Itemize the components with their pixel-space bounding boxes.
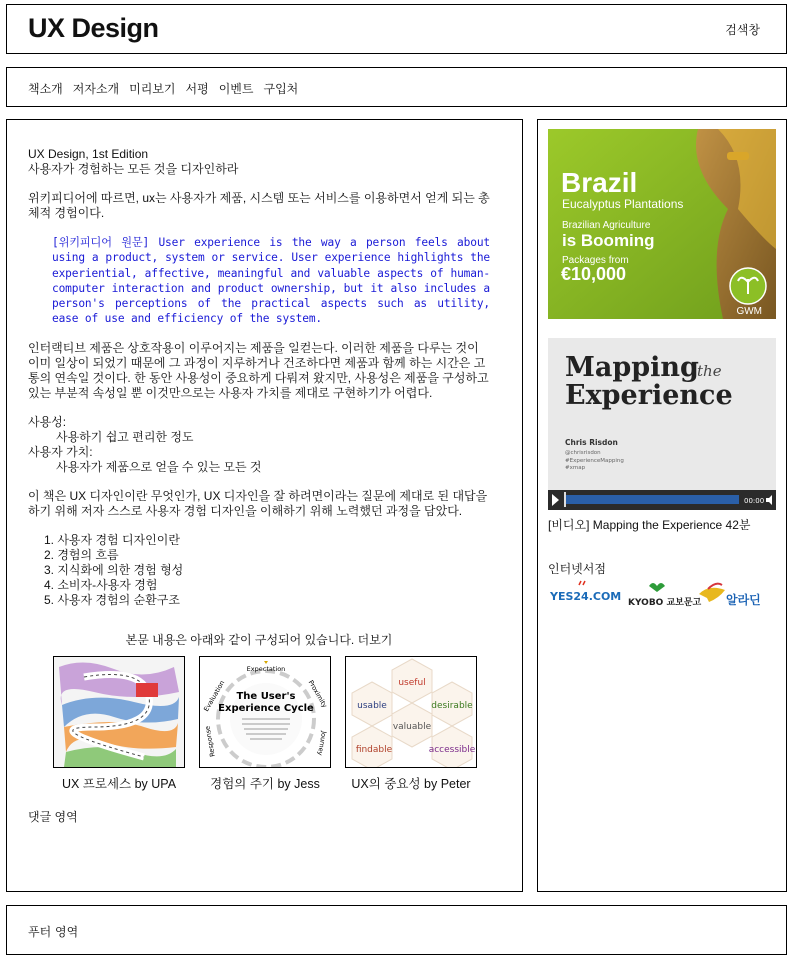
cycle-label: Expectation: [246, 664, 286, 673]
thumbnail-ux-process[interactable]: [53, 656, 185, 792]
thumbnail-caption[interactable]: UX의 중요성 by Peter: [351, 776, 471, 791]
nav-item-event[interactable]: 이벤트: [218, 82, 254, 96]
footer-label: 푸터 영역: [28, 925, 79, 939]
site-footer: [6, 905, 787, 955]
cycle-label: Evaluation: [202, 678, 227, 713]
ad-text: Brazilian Agriculture: [562, 220, 651, 231]
definition-list: [28, 415, 490, 475]
toc-item: 3. 지식화에 의한 경험 형성: [44, 562, 184, 577]
video-time: 00:00: [744, 497, 765, 505]
book-summary-paragraph: 이 책은 UX 디자인이란 무엇인가, UX 디자인을 잘 하려면이라는 질문에 제대로 된 대답을 하기 위해 저자 스스로 사용자 경험 디자인을 이해하기 위해 노력했던 과정을 담았다.: [28, 488, 488, 518]
toc-item: 4. 소비자-사용자 경험: [44, 577, 158, 592]
cycle-label: Journey: [315, 730, 329, 756]
nav-item-review[interactable]: 서평: [185, 82, 209, 96]
bookstores-title: 인터넷서점: [548, 562, 606, 576]
video-scrubber[interactable]: [564, 492, 566, 507]
definition-term: 사용성:: [28, 414, 67, 429]
sidebar: [537, 119, 787, 892]
wikipedia-quote: [위키피디어 원문] User experience is the way a person feels about using a product, system or service. User experience highlights the experiential, affective, meaningful and valuable aspects of human-computer interaction and product ownership, but it also includes a person's perceptions of the practical aspects such as utility, ease of use and efficiency of the system.: [52, 236, 490, 326]
ad-price: €10,000: [561, 264, 627, 284]
toc-item: 1. 사용자 경험 디자인이란: [44, 532, 180, 547]
yes24-logo-text: YES24.COM: [550, 590, 622, 603]
video-player[interactable]: [548, 338, 776, 510]
site-title[interactable]: UX Design: [28, 13, 159, 43]
video-caption[interactable]: [비디오] Mapping the Experience 42분: [548, 518, 751, 532]
aladin-lamp-icon: [699, 588, 725, 602]
video-progress-bar[interactable]: [564, 495, 739, 504]
honeycomb-word: valuable: [392, 721, 432, 732]
video-author: Chris Risdon: [565, 438, 618, 447]
thumbnail-ux-honeycomb[interactable]: [345, 656, 477, 792]
ad-headline: Brazil: [561, 167, 638, 198]
video-title: Mapping: [565, 352, 699, 383]
ad-text: Packages from: [562, 255, 629, 266]
yes24-mark-icon: [579, 581, 585, 585]
cycle-label: Proximity: [306, 678, 329, 709]
kyobo-logo-text: KYOBO 교보문고: [628, 598, 702, 608]
nav-item-purchase[interactable]: 구입처: [263, 82, 299, 96]
aladin-logo-text: 알라딘: [726, 593, 761, 607]
search-box[interactable]: 검색창: [725, 23, 760, 37]
definition-term: 사용자 가치:: [28, 444, 93, 459]
ad-emphasis: is Booming: [562, 231, 655, 250]
honeycomb-word: findable: [355, 744, 393, 755]
video-meta: @chrisrisdon: [565, 450, 601, 456]
ux-process-image[interactable]: [53, 656, 185, 768]
honeycomb-word: usable: [357, 700, 387, 711]
book-subtitle: 사용자가 경험하는 모든 것을 디자인하라: [28, 162, 239, 176]
site-header: [6, 4, 787, 54]
cycle-title: Experience Cycle: [218, 702, 314, 714]
kyobo-logo[interactable]: [628, 583, 702, 608]
video-meta: #ExperienceMapping: [565, 458, 624, 464]
video-title-the: the: [697, 362, 722, 380]
aladin-logo[interactable]: [699, 584, 761, 607]
video-title: Experience: [565, 380, 733, 411]
nav-item-author-intro[interactable]: 저자소개: [72, 82, 120, 96]
main-navigation: [6, 67, 787, 107]
ad-subline: Eucalyptus Plantations: [562, 197, 684, 211]
nav-item-preview[interactable]: 미리보기: [129, 82, 176, 96]
kyobo-mark-icon: [649, 583, 665, 592]
toc-item: 2. 경험의 흐름: [44, 547, 119, 562]
thumbnail-gallery: [28, 656, 490, 792]
honeycomb-word: useful: [398, 677, 426, 688]
thumbnail-caption[interactable]: 경험의 주기 by Jess: [210, 776, 320, 791]
cycle-title: The User's: [236, 690, 296, 702]
table-of-contents: [28, 533, 490, 608]
video-meta: #xmap: [565, 465, 586, 471]
bookstore-logos: [548, 580, 780, 610]
ux-honeycomb-image[interactable]: [345, 656, 477, 768]
definition-desc: 사용하기 쉽고 편리한 정도: [56, 429, 194, 444]
interactive-paragraph: 인터랙티브 제품은 상호작용이 이루어지는 제품을 일컫는다. 이러한 제품을 다루는 것이 이미 일상이 되었기 때문에 그 과정이 지루하거나 건조하다면 제품과 함께 하는 시간은 고통의 연속일 것이다. 한 동안 사용성이 중요하게 다뤄져 왔지만, 사용성은 제품을 구성하고 있는 부분적 속성일 뿐 이것만으로는 사용자 가치를 제대로 구현하기가 어렵다.: [28, 340, 489, 400]
experience-cycle-image[interactable]: [199, 656, 331, 768]
thumbnail-caption[interactable]: UX 프로세스 by UPA: [61, 776, 177, 791]
main-content: [6, 119, 523, 892]
thumbnail-experience-cycle[interactable]: [199, 656, 331, 792]
book-edition: UX Design, 1st Edition: [28, 147, 149, 161]
nav-item-book-intro[interactable]: 책소개: [28, 82, 63, 96]
honeycomb-word: desirable: [431, 700, 473, 711]
brazil-ad-banner[interactable]: [548, 129, 776, 319]
more-link[interactable]: 본문 내용은 아래와 같이 구성되어 있습니다. 더보기: [125, 632, 393, 647]
gwm-logo-text: GWM: [736, 306, 762, 317]
intro-paragraph: 위키피디어에 따르면, ux는 사용자가 제품, 시스템 또는 서비스를 이용하면서 얻게 되는 총체적 경험이다.: [28, 191, 490, 220]
comment-area[interactable]: 댓글 영역: [28, 809, 78, 824]
honeycomb-word: accessible: [428, 744, 476, 755]
yes24-logo[interactable]: [549, 581, 621, 603]
toc-item: 5. 사용자 경험의 순환구조: [44, 592, 180, 607]
definition-desc: 사용자가 제품으로 얻을 수 있는 모든 것: [56, 459, 262, 474]
cycle-label: Response: [203, 725, 217, 758]
